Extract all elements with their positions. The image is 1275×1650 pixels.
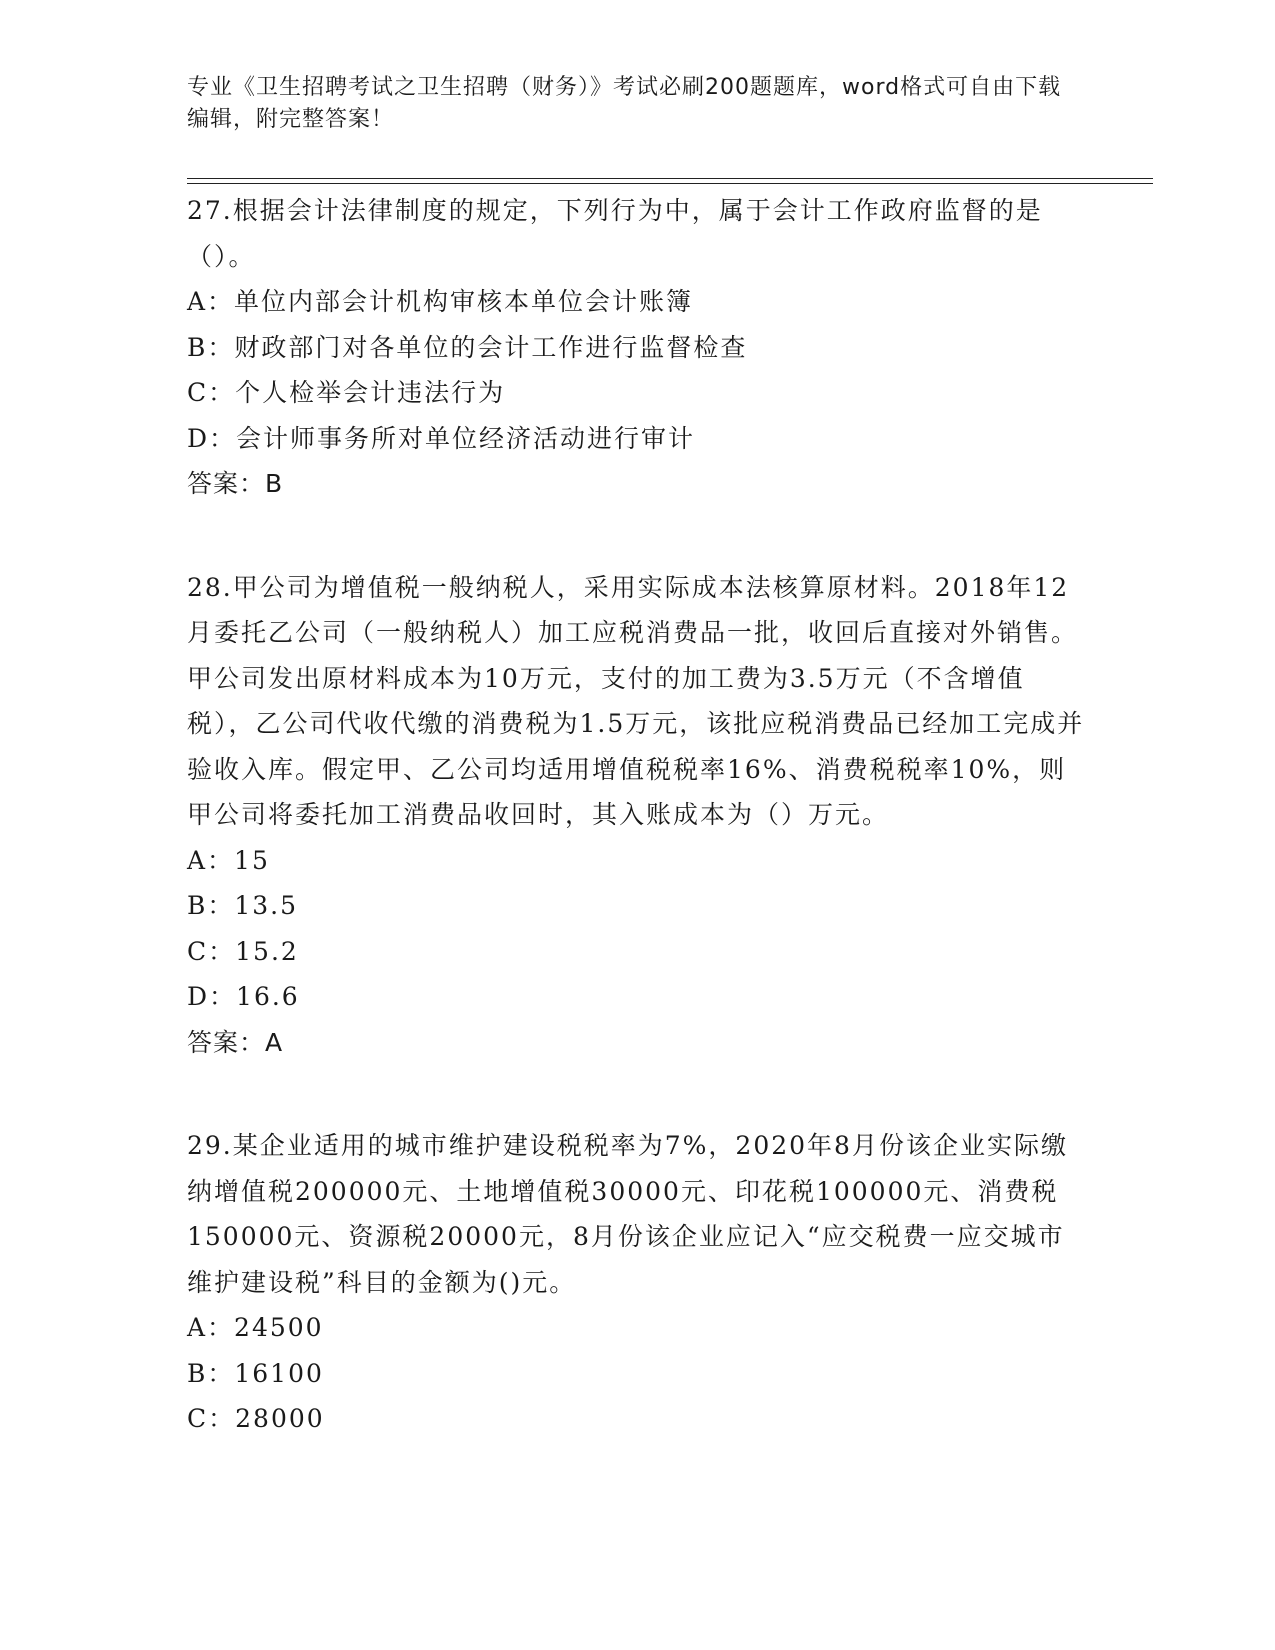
question-stem: 27.根据会计法律制度的规定，下列行为中，属于会计工作政府监督的是（）。 [187, 196, 1043, 271]
question-27 [187, 188, 1087, 507]
option-d: D：16.6 [187, 982, 300, 1011]
option-a: A：15 [187, 845, 270, 875]
header-rule-top [187, 178, 1153, 179]
question-stem: 28.甲公司为增值税一般纳税人，采用实际成本法核算原材料。2018年12月委托乙公司（一般纳税人）加工应税消费品一批，收回后直接对外销售。甲公司发出原材料成本为10万元，支付的加工费为3.5万元（不含增值税），乙公司代收代缴的消费税为1.5万元，该批应税消费品已经加工完成并验收入库。假定甲、乙公司均适用增值税税率16%、消费税税率10%，则甲公司将委托加工消费品收回时，其入账成本为（）万元。 [187, 572, 1085, 829]
question-28 [187, 565, 1087, 1066]
header-rule-bottom [187, 183, 1153, 184]
answer-line: 答案：B [187, 469, 284, 498]
document-header: 专业《卫生招聘考试之卫生招聘（财务）》考试必刷200题题库，word格式可自由下载编辑，附完整答案！ [187, 75, 1062, 132]
option-b: B：财政部门对各单位的会计工作进行监督检查 [187, 332, 748, 362]
option-c: C：15.2 [187, 936, 299, 966]
question-list [187, 188, 1087, 1500]
option-a: A：单位内部会计机构审核本单位会计账簿 [187, 287, 694, 316]
question-stem: 29.某企业适用的城市维护建设税税率为7%，2020年8月份该企业实际缴纳增值税200000元、土地增值税30000元、印花税100000元、消费税150000元、资源税20000元，8月份该企业应记入“应交税费一应交城市维护建设税”科目的金额为()元。 [187, 1131, 1068, 1297]
option-d: D：会计师事务所对单位经济活动进行审计 [187, 423, 696, 453]
question-29 [187, 1123, 1087, 1442]
option-c: C：28000 [187, 1404, 325, 1433]
option-b: B：13.5 [187, 891, 299, 920]
option-a: A：24500 [187, 1313, 324, 1342]
option-c: C：个人检举会计违法行为 [187, 378, 506, 407]
answer-line: 答案：A [187, 1027, 284, 1057]
option-b: B：16100 [187, 1358, 324, 1388]
